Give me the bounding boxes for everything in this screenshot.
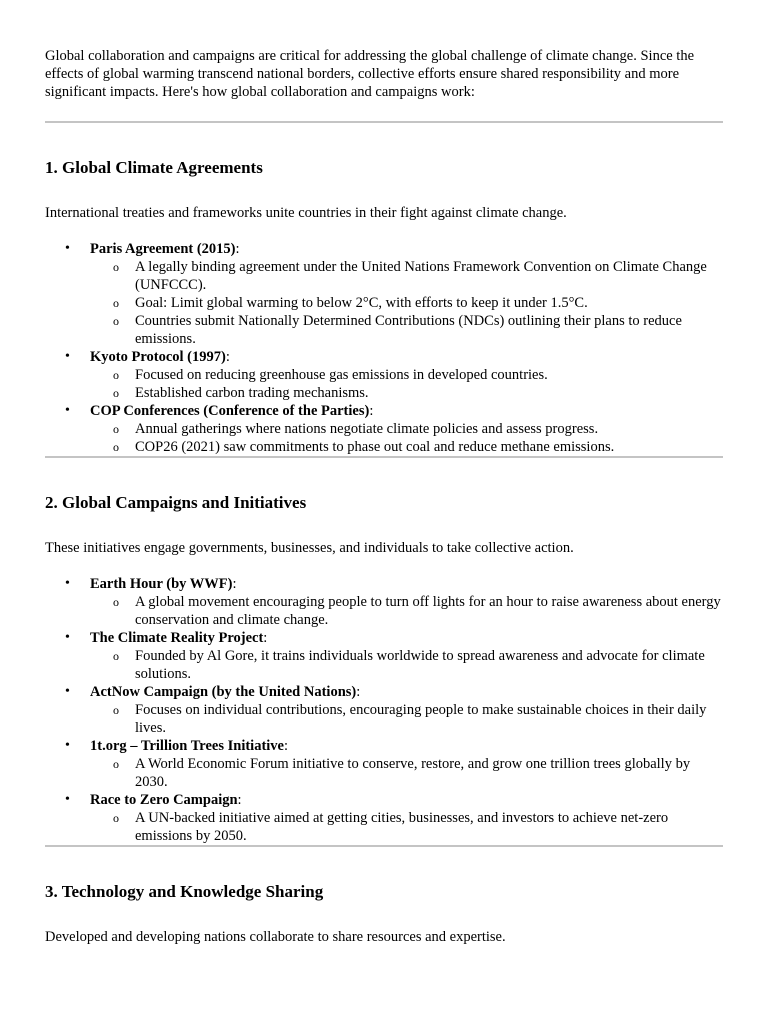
list-item: • ActNow Campaign (by the United Nations): o Focuses on individual contributions, encouraging people to make sustainable choices in their daily lives. [45,683,723,737]
sub-list [90,755,723,791]
list-item: • The Climate Reality Project: o Founded by Al Gore, it trains individuals worldwide to spread awareness and advocate for climate solutions. [45,629,723,683]
list-item: • 1t.org – Trillion Trees Initiative: o A World Economic Forum initiative to conserve, restore, and grow one trillion trees globally by 2030. [45,737,723,791]
sub-list [90,420,723,456]
item-label: Paris Agreement (2015) [90,241,236,257]
item-label: ActNow Campaign (by the United Nations) [90,684,357,700]
list-item: • Race to Zero Campaign: o A UN-backed initiative aimed at getting cities, businesses, and investors to achieve net-zero emissions by 2050. [45,791,723,845]
item-label: Earth Hour (by WWF) [90,576,233,592]
item-label: Kyoto Protocol (1997) [90,349,226,365]
sub-item: o A World Economic Forum initiative to conserve, restore, and grow one trillion trees globally by 2030. [90,755,723,791]
sub-item: o Founded by Al Gore, it trains individuals worldwide to spread awareness and advocate for climate solutions. [90,647,723,683]
section-global-campaigns [45,492,723,845]
item-label: The Climate Reality Project [90,630,264,646]
list-item: • Kyoto Protocol (1997): o Focused on reducing greenhouse gas emissions in developed countries. o Established carbon trading mechanisms. [45,348,723,402]
sub-list [90,701,723,737]
section-lead: International treaties and frameworks unite countries in their fight against climate change. [45,205,567,221]
sub-item: o Focused on reducing greenhouse gas emissions in developed countries. [90,366,723,384]
sub-item: o COP26 (2021) saw commitments to phase out coal and reduce methane emissions. [90,438,723,456]
sub-item: o A UN-backed initiative aimed at getting cities, businesses, and investors to achieve net-zero emissions by 2050. [90,809,723,845]
item-label: Race to Zero Campaign [90,792,238,808]
sub-list [90,593,723,629]
sub-list [90,647,723,683]
section-heading: 3. Technology and Knowledge Sharing [45,882,324,901]
section-global-climate-agreements [45,157,723,456]
sub-list [90,366,723,402]
intro-paragraph: Global collaboration and campaigns are critical for addressing the global challenge of climate change. Since the effects of global warming transcend national borders, collective efforts ensure shared responsibility and more significant impacts. Here's how global collaboration and campaigns work: [45,48,695,100]
bullet-list [45,575,723,845]
bullet-list [45,240,723,456]
sub-item: o Goal: Limit global warming to below 2°C, with efforts to keep it under 1.5°C. [90,294,723,312]
list-item: • COP Conferences (Conference of the Parties): o Annual gatherings where nations negotiate climate policies and assess progress. o COP26 (2021) saw commitments to phase out coal and reduce methane emissions. [45,402,723,456]
section-divider [45,121,723,123]
section-lead: Developed and developing nations collaborate to share resources and expertise. [45,929,506,945]
section-heading: 2. Global Campaigns and Initiatives [45,493,307,512]
sub-list [90,258,723,348]
sub-item: o Established carbon trading mechanisms. [90,384,723,402]
sub-list [90,809,723,845]
item-label: COP Conferences (Conference of the Parties) [90,403,370,419]
section-divider [45,845,723,847]
list-item: • Earth Hour (by WWF): o A global movement encouraging people to turn off lights for an hour to raise awareness about energy conservation and climate change. [45,575,723,629]
list-item: • Paris Agreement (2015): o A legally binding agreement under the United Nations Framework Convention on Climate Change (UNFCCC). o Goal: Limit global warming to below 2°C, with efforts to keep it under 1.5°C. o Countries submit Nationally Determined Contributions (NDCs) outlining their plans to reduce emissions. [45,240,723,348]
sub-item: o A global movement encouraging people to turn off lights for an hour to raise awareness about energy conservation and climate change. [90,593,723,629]
section-heading: 1. Global Climate Agreements [45,158,263,177]
sub-item: o Countries submit Nationally Determined Contributions (NDCs) outlining their plans to reduce emissions. [90,312,723,348]
section-technology-sharing [45,881,723,946]
section-divider [45,456,723,458]
sub-item: o A legally binding agreement under the United Nations Framework Convention on Climate Change (UNFCCC). [90,258,723,294]
section-lead: These initiatives engage governments, businesses, and individuals to take collective action. [45,540,574,556]
item-label: 1t.org – Trillion Trees Initiative [90,738,284,754]
sub-item: o Annual gatherings where nations negotiate climate policies and assess progress. [90,420,723,438]
sub-item: o Focuses on individual contributions, encouraging people to make sustainable choices in their daily lives. [90,701,723,737]
